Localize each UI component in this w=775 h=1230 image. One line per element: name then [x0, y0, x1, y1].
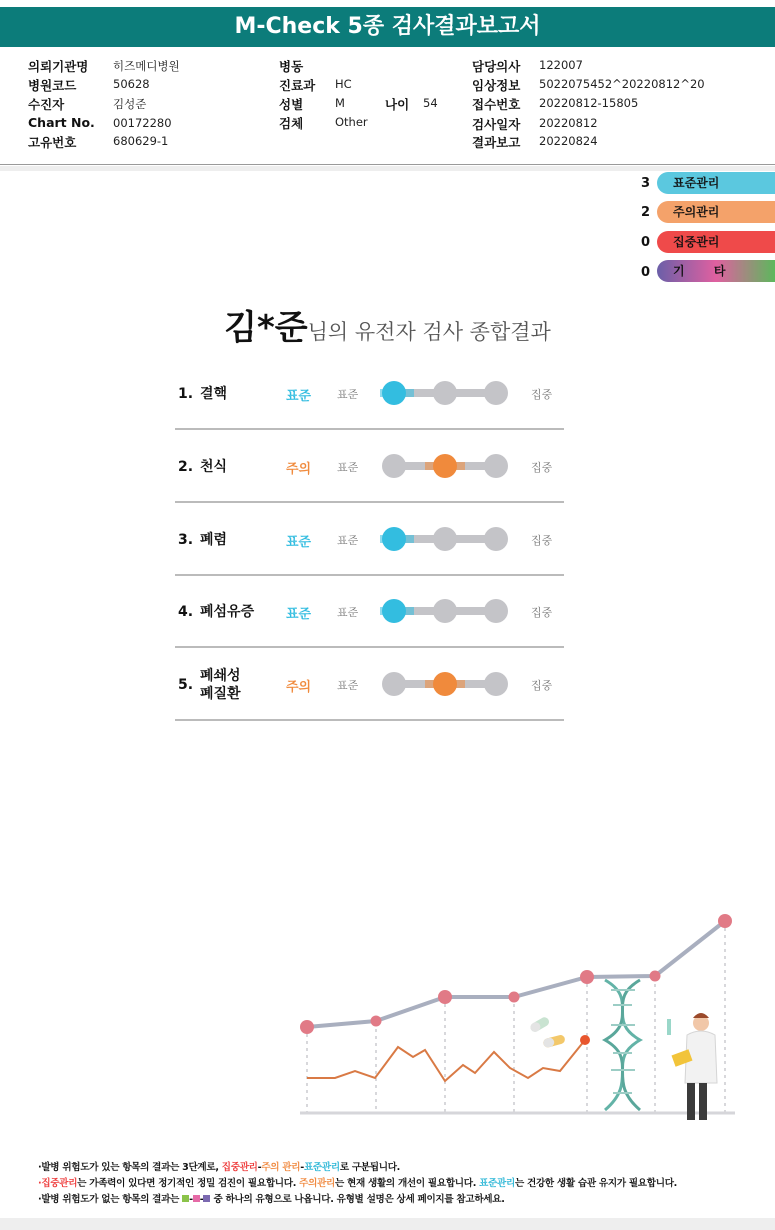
doctor-label: 담당의사 [472, 59, 521, 74]
result-grade: 표준 [286, 607, 312, 623]
reportdate-value: 20220824 [539, 134, 598, 148]
result-index: 4. [178, 604, 194, 621]
row-divider [175, 428, 564, 430]
result-name: 폐렴 [200, 531, 228, 548]
receipt-label: 접수번호 [472, 97, 521, 112]
scale-marker [382, 672, 406, 696]
legend-count-other: 0 [641, 265, 651, 280]
scale-marker [433, 527, 457, 551]
scale-marker [382, 454, 406, 478]
report-title: M-Check 5종 검사결과보고서 [0, 7, 775, 47]
clinical-value: 5022075452^20220812^20 [539, 77, 705, 91]
reportdate-label: 결과보고 [472, 135, 521, 150]
legend-label: 주의관리 [673, 205, 720, 219]
scale-marker [484, 672, 508, 696]
legend-count-standard: 3 [641, 176, 651, 191]
sex-label: 성별 [279, 97, 304, 112]
risk-level-scale [380, 379, 510, 407]
dna-chart-illustration [295, 905, 745, 1120]
risk-level-scale [380, 670, 510, 698]
scale-marker [484, 527, 508, 551]
result-row [175, 504, 565, 576]
note-line-1: ·발병 위험도가 있는 항목의 결과는 3단계로, 집중관리-주의 관리-표준관리로 구분됩니다. [38, 1162, 401, 1173]
patient-label: 수진자 [28, 97, 65, 112]
sex-value: M [335, 96, 345, 110]
receipt-value: 20220812-15805 [539, 96, 639, 110]
note-line-2: ·집중관리는 가족력이 있다면 정기적인 정밀 검진이 필요합니다. 주의관리는 현재 생활의 개선이 필요합니다. 표준관리는 건강한 생활 습관 유지가 필요합니다. [38, 1178, 678, 1189]
scale-high-label: 집중 [531, 606, 553, 620]
testdate-label: 검사일자 [472, 117, 521, 132]
result-index: 3. [178, 531, 194, 548]
note-line-3: ·발병 위험도가 없는 항목의 결과는 - - 중 하나의 유형으로 나옵니다. 유형별 설명은 상세 페이지를 참고하세요. [38, 1194, 505, 1205]
legend-label: 표준관리 [673, 176, 720, 190]
testdate-value: 20220812 [539, 116, 598, 130]
legend-label: 기 타 [673, 264, 726, 278]
age-value: 54 [423, 96, 438, 110]
result-index: 5. [178, 677, 194, 694]
result-name: 폐쇄성 폐질환 [200, 668, 241, 703]
doctor-value: 122007 [539, 58, 583, 72]
footer-band [0, 1218, 775, 1230]
legend-count-intensive: 0 [641, 235, 651, 250]
result-row [175, 649, 565, 721]
legend-intensive [657, 231, 775, 253]
result-row [175, 576, 565, 648]
notes [38, 1160, 758, 1208]
code-label: 병원코드 [28, 78, 77, 93]
patient-value: 김성준 [113, 97, 147, 111]
result-index: 2. [178, 458, 194, 475]
specimen-value: Other [335, 115, 368, 129]
legend-caution [657, 201, 775, 223]
result-index: 1. [178, 386, 194, 402]
scale-low-label: 표준 [337, 533, 359, 547]
pink-square-icon [193, 1195, 200, 1202]
result-grade: 표준 [286, 389, 312, 404]
scale-high-label: 집중 [531, 388, 553, 401]
summary-title [0, 300, 775, 349]
chart-value: 00172280 [113, 116, 172, 130]
scale-low-label: 표준 [337, 388, 359, 401]
legend-label: 집중관리 [673, 235, 720, 249]
legend-standard [657, 172, 775, 194]
patient-info [0, 55, 775, 165]
scale-marker-active [382, 527, 406, 551]
hospital-label: 의뢰기관명 [28, 59, 89, 74]
result-grade: 주의 [286, 680, 312, 696]
result-grade: 표준 [286, 534, 312, 550]
row-divider [175, 501, 564, 503]
legend-count-caution: 2 [641, 205, 651, 220]
scale-low-label: 표준 [337, 460, 359, 474]
scale-high-label: 집중 [531, 679, 553, 693]
scale-low-label: 표준 [337, 606, 359, 620]
hospital-value: 히즈메디병원 [113, 59, 180, 73]
result-row [175, 431, 565, 503]
specimen-label: 검체 [279, 116, 304, 131]
dept-label: 진료과 [279, 78, 316, 93]
dept-value: HC [335, 77, 352, 91]
result-name: 폐섬유증 [200, 604, 255, 621]
scale-marker-active [433, 454, 457, 478]
risk-level-scale [380, 597, 510, 625]
scale-marker [484, 381, 508, 405]
code-value: 50628 [113, 77, 150, 91]
legend-other [657, 260, 775, 282]
row-divider [175, 646, 564, 648]
scale-marker-active [382, 381, 406, 405]
uid-value: 680629-1 [113, 134, 169, 148]
result-name: 결핵 [200, 386, 228, 402]
uid-label: 고유번호 [28, 135, 77, 150]
scale-marker [484, 599, 508, 623]
ward-label: 병동 [279, 59, 304, 74]
scale-marker [433, 599, 457, 623]
result-grade: 주의 [286, 461, 312, 477]
row-divider [175, 574, 564, 576]
patient-masked-name: 김*준 [224, 308, 308, 348]
result-row [175, 358, 565, 430]
scale-high-label: 집중 [531, 533, 553, 547]
scale-marker [484, 454, 508, 478]
age-label: 나이 [385, 97, 410, 112]
scale-marker-active [433, 672, 457, 696]
scale-marker [433, 381, 457, 405]
divider-band [0, 166, 775, 171]
green-square-icon [182, 1195, 189, 1202]
scale-low-label: 표준 [337, 679, 359, 693]
risk-level-scale [380, 452, 510, 480]
scale-marker-active [382, 599, 406, 623]
chart-label: Chart No. [28, 115, 95, 130]
scale-high-label: 집중 [531, 460, 553, 474]
divider [0, 164, 775, 165]
risk-level-scale [380, 525, 510, 553]
summary-title-rest: 님의 유전자 검사 종합결과 [307, 320, 551, 344]
clinical-label: 임상정보 [472, 78, 521, 93]
row-divider [175, 719, 564, 721]
result-name: 천식 [200, 458, 228, 475]
